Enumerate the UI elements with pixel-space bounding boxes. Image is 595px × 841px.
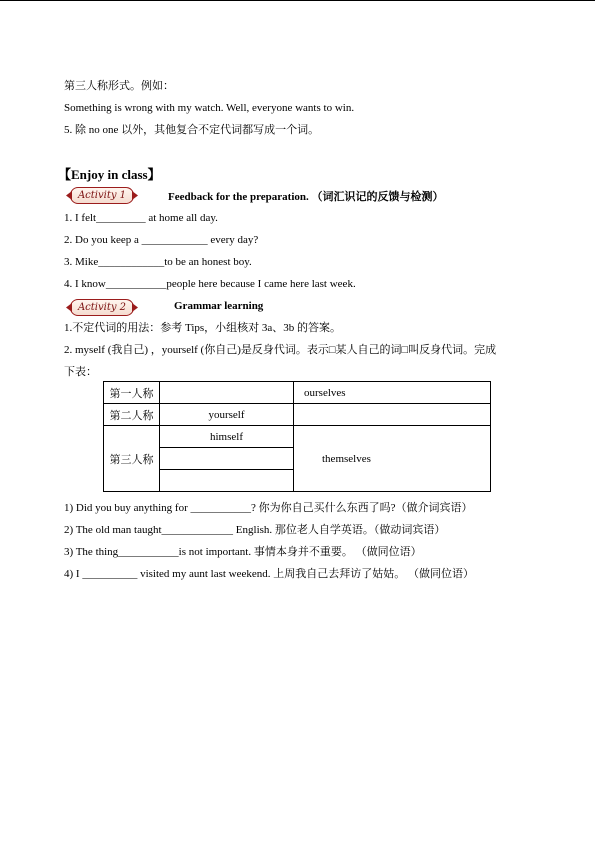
person-label: 第三人称 [104,426,160,492]
person-label: 第一人称 [104,382,160,404]
exercise-item: 4) I __________ visited my aunt last weekend. 上周我自己去拜访了姑姑。 （做同位语） [64,568,475,580]
singular-cell [160,382,294,404]
intro-line: 第三人称形式。例如： [64,80,174,92]
singular-cell [160,470,294,492]
reflexive-pronoun-table [103,381,491,492]
table-row [104,404,491,426]
plural-cell: ourselves [294,382,491,404]
rule-5: 5. 除 no one 以外，其他复合不定代词都写成一个词。 [64,124,320,136]
activity-1-item: 2. Do you keep a ____________ every day? [64,234,259,246]
top-rule [0,0,595,1]
singular-cell: himself [160,426,294,448]
activity-1-item: 4. I know___________people here because I came here last week. [64,278,356,290]
singular-cell [160,448,294,470]
exercise-item: 1) Did you buy anything for ___________? 你为你自己买什么东西了吗?（做介词宾语） [64,502,473,514]
example-sentences: Something is wrong with my watch. Well, everyone wants to win. [64,102,355,114]
activity-2-badge: Activity 2 [70,299,134,316]
section-title: 【Enjoy in class】 [58,167,161,182]
grammar-line-1: 1.不定代词的用法：参考 Tips，小组核对 3a、3b 的答案。 [64,322,342,334]
grammar-line-2: 2. myself (我自己) ，yourself (你自己)是反身代词。表示□某人自己的词□叫反身代词。完成 [64,344,497,356]
activity-1-badge: Activity 1 [70,187,134,204]
table-row [104,426,491,448]
activity-1-item: 1. I felt_________ at home all day. [64,212,218,224]
exercise-item: 3) The thing___________is not important. 事情本身并不重要。 （做同位语） [64,546,422,558]
activity-1-item: 3. Mike____________to be an honest boy. [64,256,252,268]
table-row [104,382,491,404]
singular-cell: yourself [160,404,294,426]
plural-cell [294,404,491,426]
activity-1-title: Feedback for the preparation. （词汇识记的反馈与检测） [168,191,444,203]
activity-2-title: Grammar learning [174,300,264,312]
exercise-item: 2) The old man taught_____________ English. 那位老人自学英语。（做动词宾语） [64,524,446,536]
grammar-line-3: 下表： [64,366,97,378]
plural-cell: themselves [294,426,491,492]
person-label: 第二人称 [104,404,160,426]
